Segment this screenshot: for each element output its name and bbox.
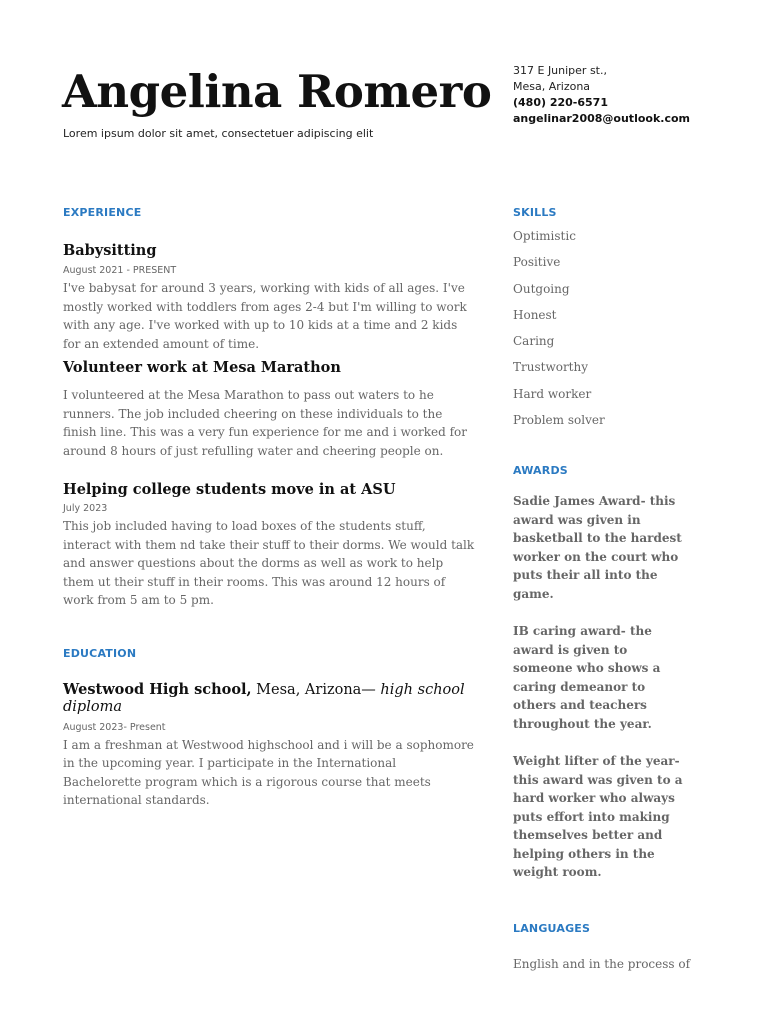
education-heading: EDUCATION — [63, 646, 137, 660]
award-item: Sadie James Award- this award was given in basketball to the hardest worker on the court who puts their all into the game. — [513, 494, 682, 601]
education-item — [63, 681, 477, 810]
education-description: I am a freshman at Westwood highschool and i will be a sophomore in the upcoming year. I participate in the International Bachelorette program which is a rigorous course that meets international standards. — [63, 737, 474, 807]
skill-item: Trustworthy — [513, 360, 589, 375]
contact-info — [513, 63, 753, 127]
awards-heading: AWARDS — [513, 464, 568, 478]
experience-heading: EXPERIENCE — [63, 206, 142, 219]
address-line-2: Mesa, Arizona — [513, 80, 591, 93]
award-item: Weight lifter of the year- this award was given to a hard worker who always puts effort into making themselves better and helping others in the weight room. — [513, 754, 683, 880]
job-title: Volunteer work at Mesa Marathon — [63, 359, 341, 376]
job-title: Helping college students move in at ASU — [63, 481, 396, 498]
job-date: July 2023 — [63, 503, 108, 514]
candidate-name: Angelina Romero — [62, 65, 492, 118]
skill-item: Hard worker — [513, 386, 592, 401]
skill-item: Positive — [513, 255, 561, 270]
experience-item — [63, 241, 477, 353]
job-description: I've babysat for around 3 years, working with kids of all ages. I've mostly worked with toddlers from ages 2-4 but I'm willing to work with any age. I've worked with up to 10 kids at a time and 2 kids for an extended amount of time. — [63, 281, 467, 351]
skill-item: Caring — [513, 334, 555, 349]
address-line-1: 317 E Juniper st., — [513, 64, 607, 77]
school-location: Mesa, Arizona— — [251, 681, 381, 698]
tagline: Lorem ipsum dolor sit amet, consectetuer adipiscing elit — [63, 127, 374, 140]
email-address: angelinar2008@outlook.com — [513, 112, 690, 125]
main-column — [63, 206, 477, 810]
job-description: This job included having to load boxes of the students stuff, interact with them nd take their stuff to their dorms. We would talk and answer questions about the dorms as well as work to help them ut their stuff in their rooms. This was around 12 hours of work from 5 am to 5 pm. — [63, 519, 475, 607]
skill-item: Outgoing — [513, 281, 570, 296]
job-title: Babysitting — [63, 242, 157, 259]
skills-heading: SKILLS — [513, 206, 557, 219]
education-date: August 2023- Present — [63, 721, 166, 733]
side-column — [513, 206, 691, 973]
languages-text: English and in the process of — [513, 956, 691, 971]
school-name: Westwood High school, — [63, 680, 252, 698]
job-description: I volunteered at the Mesa Marathon to pass out waters to he runners. The job included cheering on these individuals to the finish line. This was a very fun experience for me and i worked for around 8 hours of just refulling water and cheering people on. — [63, 388, 467, 458]
skills-list — [513, 228, 688, 428]
skill-item: Problem solver — [513, 413, 605, 428]
job-date: August 2021 - PRESENT — [63, 265, 177, 276]
phone-number: (480) 220-6571 — [513, 96, 608, 109]
languages-heading: LANGUAGES — [513, 921, 591, 935]
award-item: IB caring award- the award is given to someone who shows a caring demeanor to others and teachers throughout the year. — [513, 624, 661, 731]
degree: high school diploma — [63, 681, 465, 715]
experience-item — [63, 358, 477, 460]
experience-item — [63, 480, 477, 610]
skill-item: Honest — [513, 307, 557, 322]
education-title — [63, 681, 477, 716]
awards-list — [513, 492, 688, 882]
skill-item: Optimistic — [513, 229, 576, 243]
